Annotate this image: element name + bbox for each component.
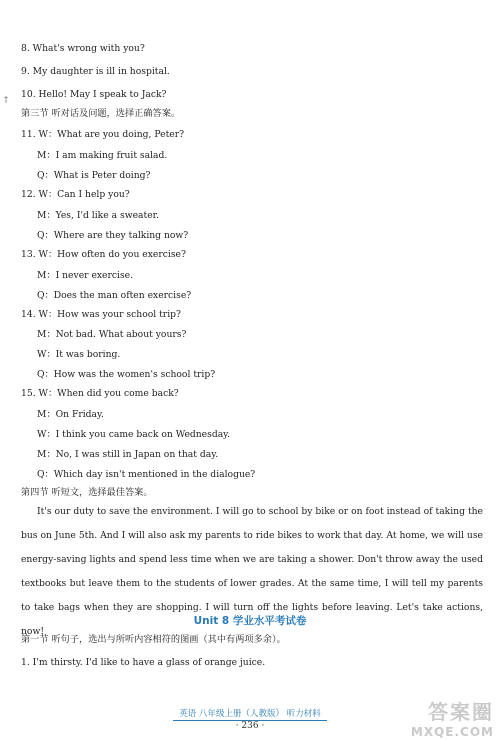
q13-q: Q：Does the man often exercise? <box>37 290 192 301</box>
q15-w: 15. W：When did you come back? <box>21 388 179 399</box>
q15-m: M：On Friday. <box>37 409 104 420</box>
q15-m2: M：No, I was still in Japan on that day. <box>37 449 219 460</box>
q14-w: 14. W：How was your school trip? <box>21 309 181 320</box>
q12-w: 12. W：Can I help you? <box>21 189 130 200</box>
q14-m: M：Not bad. What about yours? <box>37 329 187 340</box>
q15-q: Q：Which day isn't mentioned in the dialogue? <box>37 469 256 480</box>
q13-w: 13. W：How often do you exercise? <box>21 249 186 260</box>
watermark-text-top: 答案圈 <box>428 700 494 724</box>
section-3-heading: 第三节 听对话及问题，选择正确答案。 <box>21 108 181 119</box>
q15-w2: W：I think you came back on Wednesday. <box>37 429 231 440</box>
page-number: · 236 · <box>235 721 265 731</box>
watermark-text-bottom: MXQE.COM <box>410 725 494 739</box>
section-1-heading: 第一节 听句子，选出与所听内容相符的图画（其中有两项多余）。 <box>21 634 286 645</box>
q11-w: 11. W：What are you doing, Peter? <box>21 129 185 140</box>
q11-q: Q：What is Peter doing? <box>37 170 151 181</box>
margin-mark: † <box>4 95 8 104</box>
question-8: 8. What's wrong with you? <box>21 43 145 54</box>
q14-q: Q：How was the women's school trip? <box>37 369 216 380</box>
q12-m: M：Yes, I'd like a sweater. <box>37 210 159 221</box>
q12-q: Q：Where are they talking now? <box>37 230 189 241</box>
unit-title: Unit 8 学业水平考试卷 <box>193 615 307 627</box>
q14-w2: W：It was boring. <box>37 349 121 360</box>
q13-m: M：I never exercise. <box>37 270 134 281</box>
footer-title: 英语 八年级上册（人教版） 听力材料 <box>173 707 326 721</box>
section-4-heading: 第四节 听短文，选择最佳答案。 <box>21 487 153 498</box>
question-10: 10. Hello! May I speak to Jack? <box>21 89 167 100</box>
question-1: 1. I'm thirsty. I'd like to have a glass of orange juice. <box>21 657 266 668</box>
listening-passage: It's our duty to save the environment. I will go to school by bike or on foot instead of taking the bus on June 5th. And I will also ask my parents to ride bikes to work that day. At home, we will use energy-saving lights and spend less time when we are taking a shower. Don't throw away the used textbooks but leave them to the students of lower grades. At the same time, I will tell my parents to take bags when they are shopping. I will turn off the lights before leaving. Let's take actions, now! <box>21 506 483 637</box>
q11-m: M：I am making fruit salad. <box>37 150 168 161</box>
question-9: 9. My daughter is ill in hospital. <box>21 66 170 77</box>
watermark-logo <box>411 696 494 739</box>
